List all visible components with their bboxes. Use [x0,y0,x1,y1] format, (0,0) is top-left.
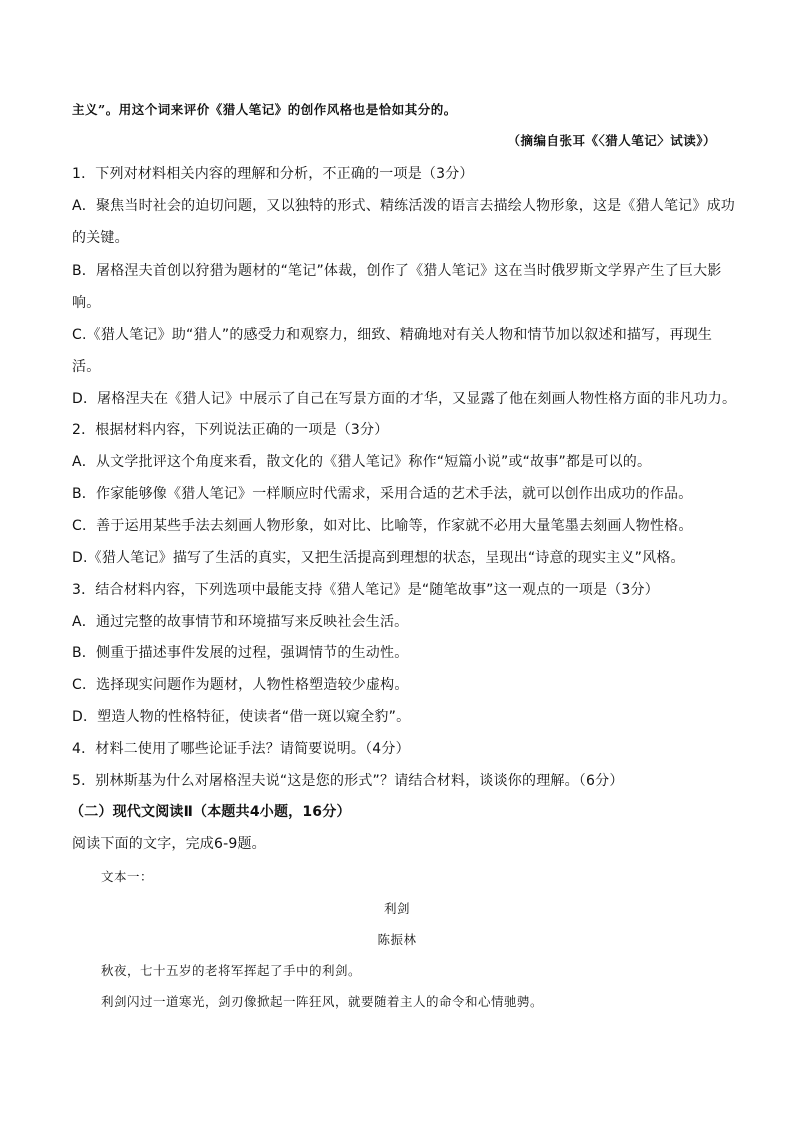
question-2-option-a: A．从文学批评这个角度来看，散文化的《猎人笔记》称作“短篇小说”或“故事”都是可以的。 [72,454,652,470]
story-author: 陈振林 [377,932,417,947]
question-1-option-d: D．屠格涅夫在《猎人记》中展示了自己在写景方面的才华，又显露了他在刻画人物性格方面的非凡功力。 [72,391,737,407]
question-4: 4．材料二使用了哪些论证手法？请简要说明。（4分） [72,741,410,757]
question-2-option-d: D.《猎人笔记》描写了生活的真实，又把生活提高到理想的状态，呈现出“诗意的现实主义”风格。 [72,550,685,566]
text-one-label: 文本一： [101,869,154,884]
passage-source: （摘编自张耳《〈猎人笔记〉试读》） [507,133,716,148]
question-3-option-d: D．塑造人物的性格特征，使读者“借一斑以窥全豹”。 [72,709,411,725]
question-2-option-c: C．善于运用某些手法去刻画人物形象，如对比、比喻等，作家就不必用大量笔墨去刻画人物性格。 [72,518,693,534]
section-2-instruction: 阅读下面的文字，完成6-9题。 [72,836,266,852]
passage-end-line: 主义”。用这个词来评价《猎人笔记》的创作风格也是恰如其分的。 [72,102,457,117]
question-1-option-c: C.《猎人笔记》助“猎人”的感受力和观察力，细致、精确地对有关人物和情节加以叙述和描写，再现生 [72,327,713,343]
question-1-option-c-cont: 活。 [72,359,101,375]
question-3-stem: 3．结合材料内容，下列选项中最能支持《猎人笔记》是“随笔故事”这一观点的一项是（3分） [72,582,659,598]
question-1-option-b-cont: 响。 [72,295,101,311]
question-1-option-a-cont: 的关键。 [72,230,129,246]
story-paragraph-2: 利剑闪过一道寒光，剑刃像掀起一阵狂风，就要随着主人的命令和心情驰骋。 [101,994,544,1009]
question-1-stem: 1．下列对材料相关内容的理解和分析，不正确的一项是（3分） [72,166,474,182]
story-paragraph-1: 秋夜，七十五岁的老将军挥起了手中的利剑。 [101,963,362,978]
question-3-option-c: C．选择现实问题作为题材，人物性格塑造较少虚构。 [72,677,409,693]
story-title: 利剑 [383,901,410,916]
question-2-option-b: B．作家能够像《猎人笔记》一样顺应时代需求，采用合适的艺术手法，就可以创作出成功的作品。 [72,486,693,502]
question-3-option-a: A．通过完整的故事情节和环境描写来反映社会生活。 [72,614,409,630]
question-5: 5．别林斯基为什么对屠格涅夫说“这是您的形式”？请结合材料，谈谈你的理解。（6分） [72,773,624,789]
question-2-stem: 2．根据材料内容，下列说法正确的一项是（3分） [72,422,389,438]
question-1-option-b: B．屠格涅夫首创以狩猎为题材的“笔记”体裁，创作了《猎人笔记》这在当时俄罗斯文学界产生了巨大影 [72,263,722,279]
question-1-option-a: A．聚焦当时社会的迫切问题，又以独特的形式、精练活泼的语言去描绘人物形象，这是《猎人笔记》成功 [72,198,735,214]
section-2-heading: （二）现代文阅读Ⅱ（本题共4小题，16分） [70,804,351,820]
question-3-option-b: B．侧重于描述事件发展的过程，强调情节的生动性。 [72,645,409,661]
